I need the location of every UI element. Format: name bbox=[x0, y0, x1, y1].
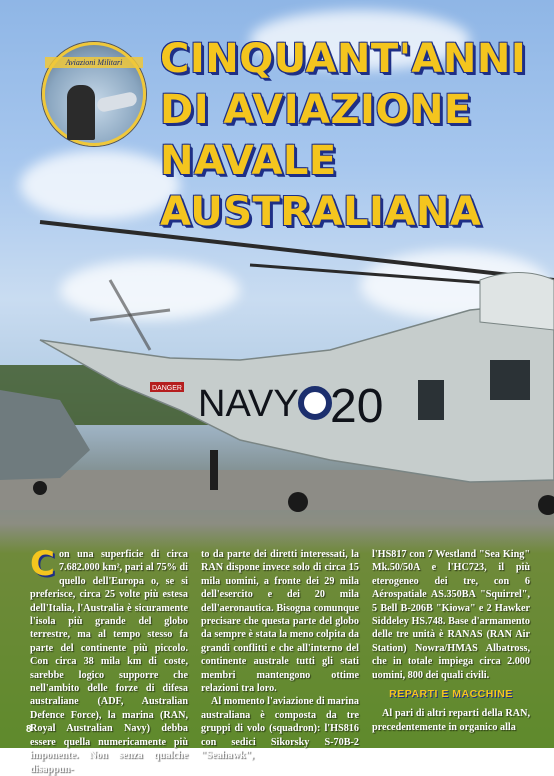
danger-text: DANGER bbox=[152, 385, 182, 392]
aircraft-number: 20 bbox=[330, 380, 384, 433]
drop-cap: C bbox=[30, 544, 55, 584]
article-title bbox=[160, 34, 526, 238]
badge-pilot-figure bbox=[67, 85, 95, 140]
text-column-2 bbox=[201, 548, 359, 763]
title-line: DI AVIAZIONE bbox=[160, 87, 472, 133]
tail-marking: NAVY bbox=[198, 383, 299, 425]
cabin-window bbox=[490, 360, 530, 400]
paragraph: Al momento l'aviazione di marina australiana è composta da tre gruppi di volo (squadron): l'HS816 con sedici Sikorsky S-70B-2 "Seahawk", bbox=[201, 696, 359, 762]
page-number: 8 bbox=[26, 724, 32, 735]
article-body bbox=[30, 544, 530, 775]
title-line: NAVALE bbox=[160, 138, 337, 184]
badge-jet-figure bbox=[96, 91, 138, 113]
paragraph: l'HS817 con 7 Westland "Sea King" Mk.50/50A e l'HC723, il più eterogeneo dei tre, con 6 Aérospatiale AS.350BA "Squirrel", 5 Bell B-206B "Kiowa" e 2 Hawker Siddeley HS.748. Base d'armamento delle tre unità è RANAS (RAN Air Station) Nowra/HMAS Albatross, che in totale impiega circa 2.000 uomini, 800 dei quali civili. bbox=[372, 549, 530, 681]
badge-label: Aviazioni Militari bbox=[45, 57, 143, 68]
title-line: CINQUANT'ANNI bbox=[160, 36, 527, 82]
cockpit-window bbox=[418, 380, 444, 420]
ground-crew-figure bbox=[210, 450, 218, 490]
second-helicopter-wheel bbox=[33, 481, 47, 495]
paragraph: on una superficie di circa 7.682.000 km², pari al 75% di quello dell'Europa o, se si preferisce, circa 25 volte più estesa dell'Italia, l'Australia è sicuramente l'isola più grande del globo terrestre, ma al tempo stesso fa parte del continente più piccolo. Con circa 38 mila km di coste, sarebbe logico supporre che nell'ambito delle forze di difesa australiane (ADF, Australian Defence Force), la marina (RAN, Royal Australian Navy) debba essere quella numericamente più imponente. Non senza qualche disappun- bbox=[30, 549, 188, 775]
landing-wheel bbox=[288, 492, 308, 512]
section-badge bbox=[42, 42, 146, 146]
paragraph: to da parte dei diretti interessati, la RAN dispone invece solo di circa 15 mila uomini, a fronte dei 29 mila dell'esercito e dei 20 mila dell'aeronautica. Bisogna comunque precisare che questa parte del globo da sempre è stata la meno colpita da grandi conflitti e che all'interno del continente australe tutti gli stati membri mantengono ottime relazioni tra loro. bbox=[201, 549, 359, 695]
tail-rotor-blade bbox=[90, 310, 170, 320]
title-line: AUSTRALIANA bbox=[160, 189, 482, 235]
helicopter-photo bbox=[0, 210, 554, 540]
rotor-blade bbox=[40, 222, 554, 280]
paragraph: Al pari di altri reparti della RAN, precedentemente in organico alla bbox=[372, 708, 530, 733]
section-heading: REPARTI E MACCHINE bbox=[389, 688, 513, 701]
text-column-3 bbox=[372, 548, 530, 734]
text-column-1 bbox=[30, 544, 188, 776]
roundel bbox=[301, 389, 329, 417]
helicopter-radome bbox=[480, 273, 554, 331]
